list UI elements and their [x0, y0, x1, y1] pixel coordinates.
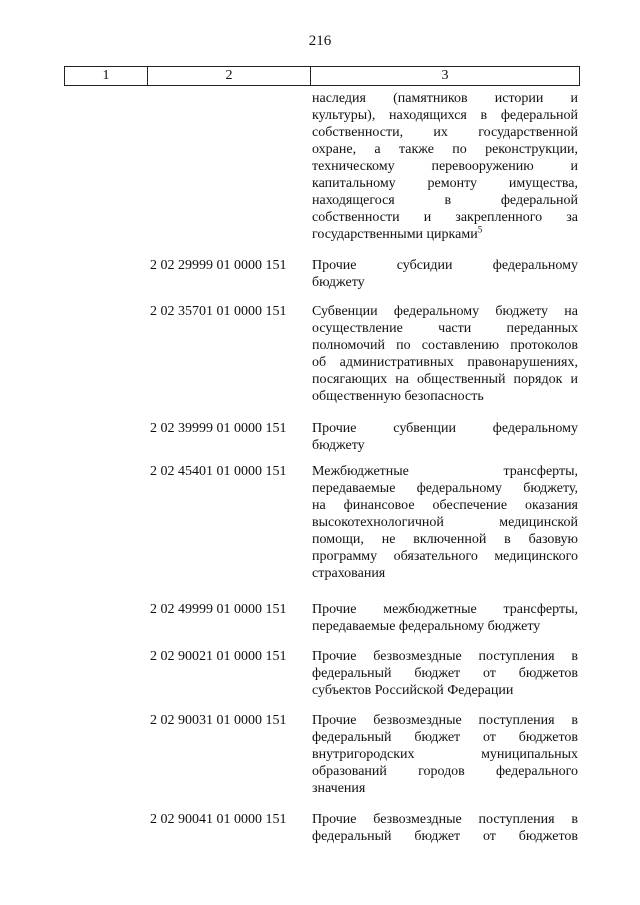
table-header-col-2: 2 — [148, 67, 311, 85]
text-line: посягающих на общественный порядок и — [312, 372, 578, 387]
text-line: бюджету — [312, 275, 365, 290]
text-line: федеральный бюджет от бюджетов — [312, 829, 578, 844]
text-line-last — [312, 226, 578, 243]
budget-code: 2 02 90021 01 0000 151 — [150, 649, 287, 664]
budget-code: 2 02 90031 01 0000 151 — [150, 713, 287, 728]
text-line: находящегося в федеральной — [312, 193, 578, 208]
text-line: культуры), находящихся в федеральной — [312, 108, 578, 123]
text-line: общественную безопасность — [312, 389, 484, 404]
text-line: собственности и закрепленного за — [312, 210, 578, 225]
text-line: государственными цирками — [312, 227, 478, 242]
text-line: капитальному ремонту имущества, — [312, 176, 578, 191]
budget-code: 2 02 39999 01 0000 151 — [150, 421, 287, 436]
table-header-col-3: 3 — [441, 68, 449, 83]
text-line: осуществление части переданных — [312, 321, 578, 336]
row-description — [312, 303, 578, 405]
text-line: Прочие субсидии федеральному — [312, 258, 578, 273]
table-header-col-1: 1 — [65, 67, 148, 85]
text-line: образований городов федерального — [312, 764, 578, 779]
row-description — [312, 257, 578, 291]
text-line: Прочие межбюджетные трансферты, — [312, 602, 578, 617]
text-line: высокотехнологичной медицинской — [312, 515, 578, 530]
page-number: 216 — [308, 33, 332, 49]
budget-code: 2 02 49999 01 0000 151 — [150, 602, 287, 617]
text-line: Прочие безвозмездные поступления в — [312, 649, 578, 664]
text-line: помощи, не включенной в базовую — [312, 532, 578, 547]
text-line: охране, а также по реконструкции, — [312, 142, 578, 157]
text-line: об административных правонарушениях, — [312, 355, 578, 370]
row-description — [312, 463, 578, 582]
text-line: значения — [312, 781, 366, 796]
text-line: субъектов Российской Федерации — [312, 683, 514, 698]
text-line: федеральный бюджет от бюджетов — [312, 666, 578, 681]
text-line: Прочие безвозмездные поступления в — [312, 812, 578, 827]
text-line: собственности, их государственной — [312, 125, 578, 140]
text-line: Прочие безвозмездные поступления в — [312, 713, 578, 728]
text-line: передаваемые федеральному бюджету — [312, 619, 541, 634]
text-line: Межбюджетные трансферты, — [312, 464, 578, 479]
text-line: Субвенции федеральному бюджету на — [312, 304, 578, 319]
text-line: программу обязательного медицинского — [312, 549, 578, 564]
text-line: наследия (памятников истории и — [312, 91, 578, 106]
text-line: Прочие субвенции федеральному — [312, 421, 578, 436]
row-description — [312, 420, 578, 454]
continuation-text — [312, 90, 578, 243]
text-line: страхования — [312, 566, 386, 581]
text-line: на финансовое обеспечение оказания — [312, 498, 578, 513]
text-line: техническому перевооружению и — [312, 159, 578, 174]
text-line: бюджету — [312, 438, 365, 453]
budget-code: 2 02 45401 01 0000 151 — [150, 464, 287, 479]
row-description — [312, 648, 578, 699]
footnote-mark: 5 — [477, 224, 483, 235]
text-line: федеральный бюджет от бюджетов — [312, 730, 578, 745]
text-line: передаваемые федеральному бюджету, — [312, 481, 578, 496]
row-description — [312, 601, 578, 635]
budget-code: 2 02 35701 01 0000 151 — [150, 304, 287, 319]
row-description — [312, 712, 578, 797]
row-description — [312, 811, 578, 845]
budget-code: 2 02 90041 01 0000 151 — [150, 812, 287, 827]
text-line: полномочий по составлению протоколов — [312, 338, 578, 353]
text-line: внутригородских муниципальных — [312, 747, 578, 762]
budget-code: 2 02 29999 01 0000 151 — [150, 258, 287, 273]
table-header-row — [64, 66, 580, 86]
